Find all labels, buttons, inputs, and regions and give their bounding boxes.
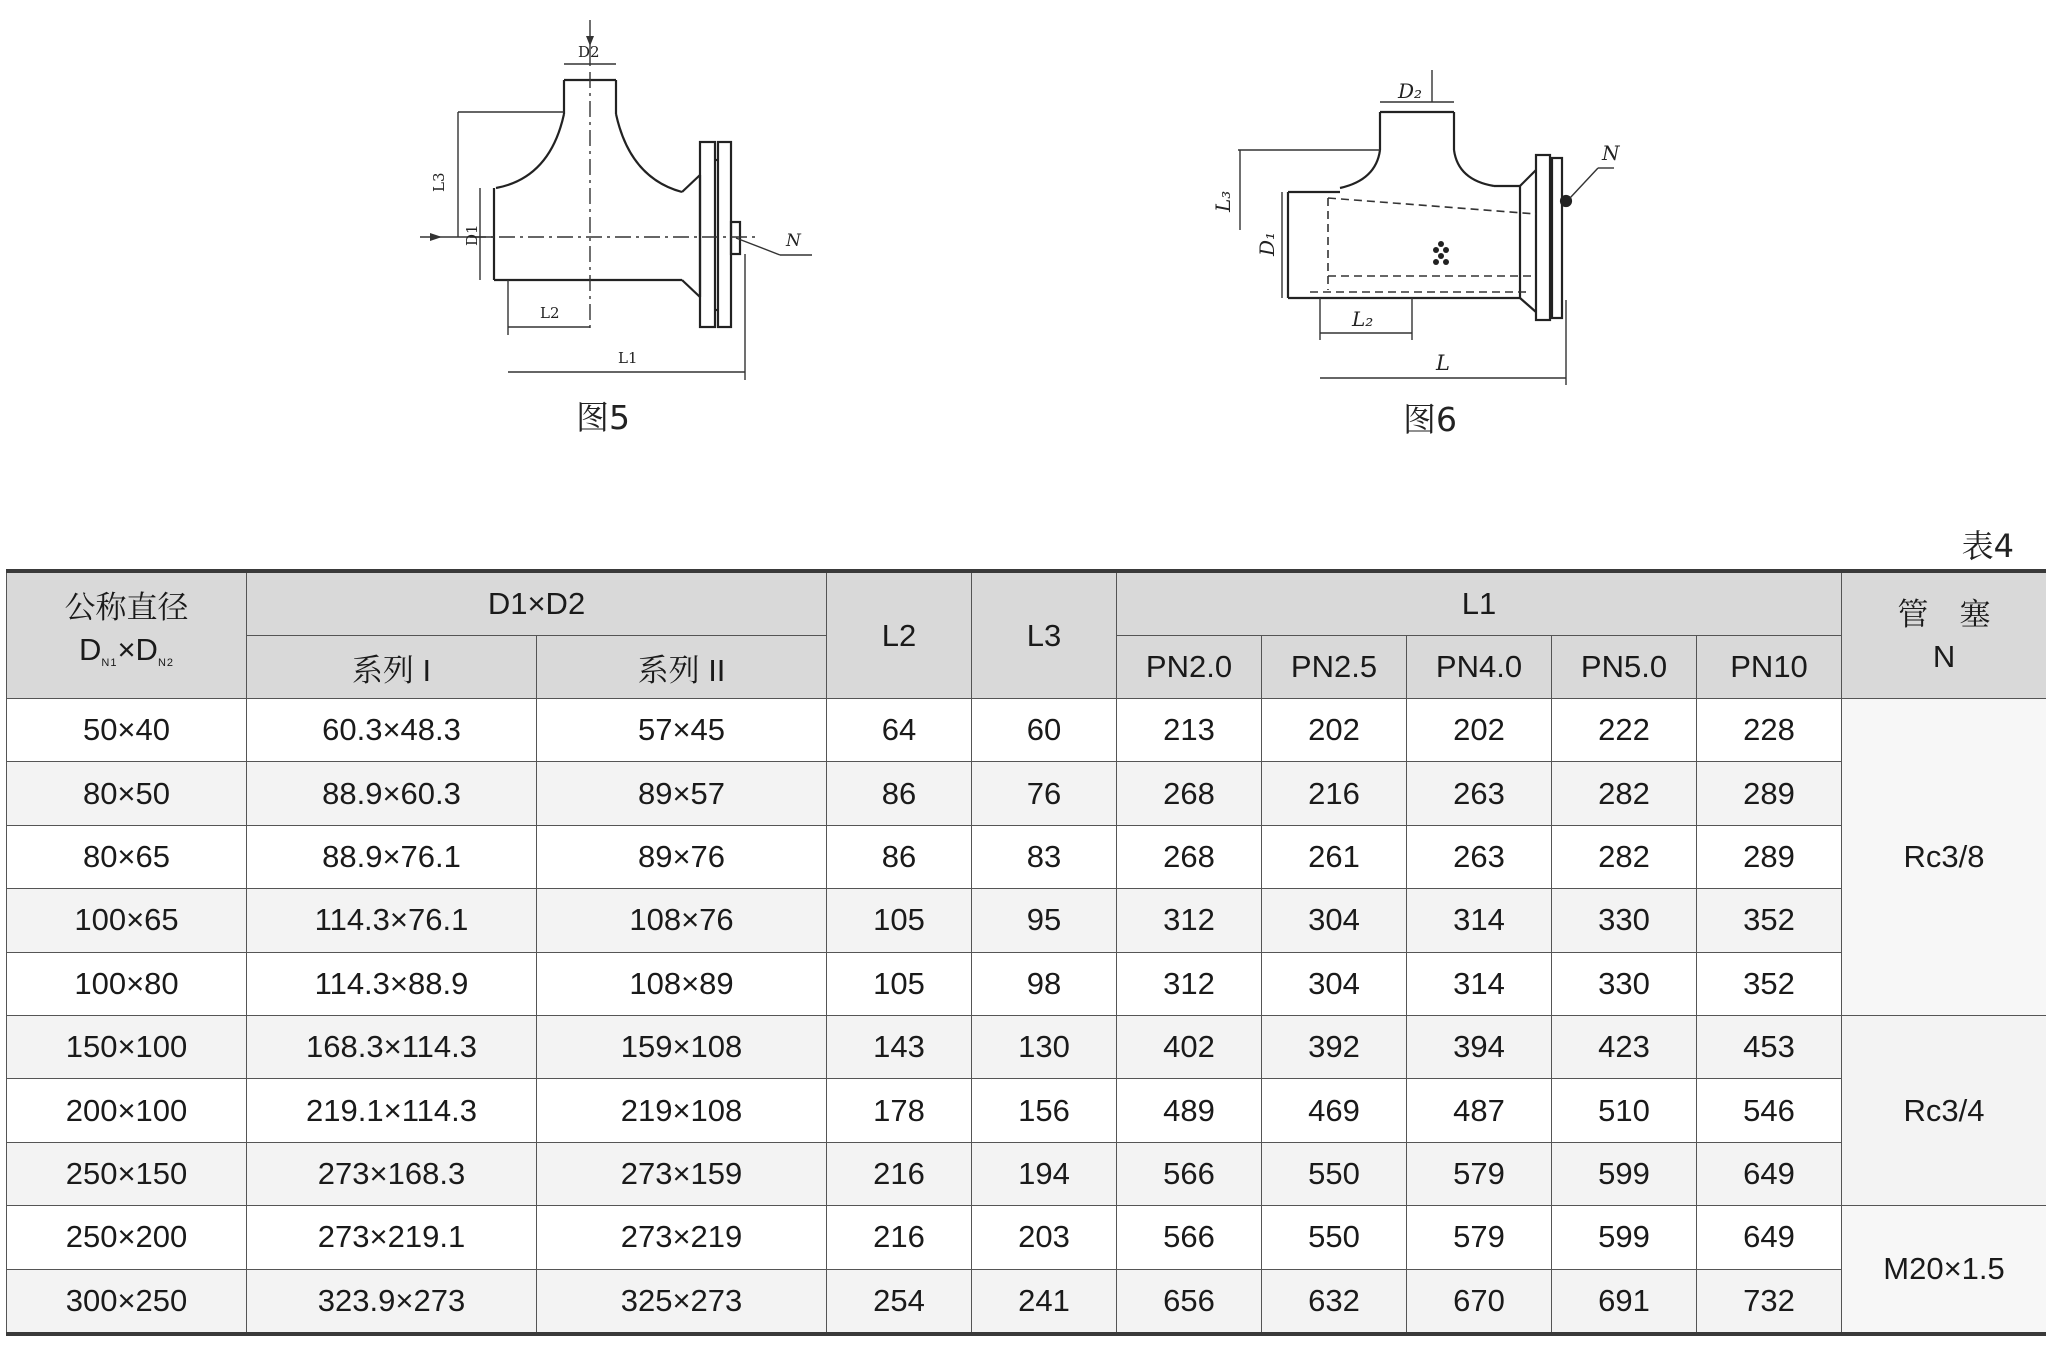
cell-pn40: 202	[1407, 699, 1552, 762]
cell-series1: 88.9×76.1	[247, 825, 537, 888]
figure-5-label-l3: L3	[430, 172, 448, 192]
header-nominal-d: D	[78, 632, 102, 667]
table-row	[7, 825, 2046, 888]
figure-6	[1200, 0, 1660, 439]
cell-pn20: 213	[1117, 699, 1262, 762]
table-row	[7, 1079, 2046, 1142]
cell-pn10: 546	[1697, 1079, 1842, 1142]
table-row	[7, 889, 2046, 952]
cell-series2: 219×108	[537, 1079, 827, 1142]
cell-series2: 159×108	[537, 1015, 827, 1078]
cell-series1: 60.3×48.3	[247, 699, 537, 762]
cell-series2: 108×89	[537, 952, 827, 1015]
cell-pn50: 282	[1552, 825, 1697, 888]
header-l3: L3	[972, 571, 1117, 699]
cell-dn: 50×40	[7, 699, 247, 762]
table-row	[7, 952, 2046, 1015]
cell-dn: 100×80	[7, 952, 247, 1015]
cell-pn50: 599	[1552, 1142, 1697, 1205]
cell-pn40: 314	[1407, 889, 1552, 952]
cell-pn50: 222	[1552, 699, 1697, 762]
cell-plug: M20×1.5	[1842, 1206, 2046, 1334]
cell-pn50: 423	[1552, 1015, 1697, 1078]
cell-l2: 86	[827, 825, 972, 888]
cell-dn: 150×100	[7, 1015, 247, 1078]
cell-series1: 88.9×60.3	[247, 762, 537, 825]
figure-5-label-n: N	[786, 231, 801, 251]
cell-pn20: 656	[1117, 1269, 1262, 1334]
header-l1: L1	[1117, 571, 1842, 636]
cell-pn20: 312	[1117, 952, 1262, 1015]
cell-pn20: 268	[1117, 825, 1262, 888]
cell-pn40: 579	[1407, 1142, 1552, 1205]
cell-series1: 323.9×273	[247, 1269, 537, 1334]
cell-l3: 76	[972, 762, 1117, 825]
cell-pn10: 228	[1697, 699, 1842, 762]
cell-l3: 203	[972, 1206, 1117, 1269]
cell-series1: 168.3×114.3	[247, 1015, 537, 1078]
cell-series2: 108×76	[537, 889, 827, 952]
cell-l3: 194	[972, 1142, 1117, 1205]
cell-pn10: 649	[1697, 1142, 1842, 1205]
cell-pn50: 599	[1552, 1206, 1697, 1269]
cell-pn50: 510	[1552, 1079, 1697, 1142]
cell-pn20: 489	[1117, 1079, 1262, 1142]
header-d1d2: D1×D2	[247, 571, 827, 636]
cell-pn20: 312	[1117, 889, 1262, 952]
table-body	[7, 699, 2046, 1334]
cell-pn40: 487	[1407, 1079, 1552, 1142]
table-row	[7, 1015, 2046, 1078]
cell-l3: 95	[972, 889, 1117, 952]
cell-series1: 114.3×76.1	[247, 889, 537, 952]
cell-pn40: 263	[1407, 762, 1552, 825]
header-series-2: 系列 II	[537, 636, 827, 699]
figure-5-label-d1: D1	[463, 224, 481, 246]
cell-pn10: 732	[1697, 1269, 1842, 1334]
cell-dn: 80×50	[7, 762, 247, 825]
header-pn50: PN5.0	[1552, 636, 1697, 699]
cell-series2: 325×273	[537, 1269, 827, 1334]
header-nominal-line1: 公称直径	[64, 590, 189, 626]
cell-pn25: 550	[1262, 1142, 1407, 1205]
cell-pn25: 304	[1262, 952, 1407, 1015]
table-row	[7, 1206, 2046, 1269]
cell-l3: 83	[972, 825, 1117, 888]
cell-pn10: 289	[1697, 762, 1842, 825]
figure-5-label-l2: L2	[540, 304, 560, 322]
cell-l3: 130	[972, 1015, 1117, 1078]
cell-l3: 156	[972, 1079, 1117, 1142]
cell-pn25: 632	[1262, 1269, 1407, 1334]
cell-pn40: 263	[1407, 825, 1552, 888]
header-nominal-times: ×D	[117, 632, 158, 667]
cell-l2: 216	[827, 1206, 972, 1269]
table-row	[7, 1142, 2046, 1205]
cell-dn: 80×65	[7, 825, 247, 888]
cell-pn50: 691	[1552, 1269, 1697, 1334]
cell-l2: 105	[827, 889, 972, 952]
cell-pn10: 289	[1697, 825, 1842, 888]
cell-series1: 114.3×88.9	[247, 952, 537, 1015]
cell-series1: 273×168.3	[247, 1142, 537, 1205]
spec-table	[6, 569, 2046, 1336]
cell-series2: 273×219	[537, 1206, 827, 1269]
cell-pn20: 268	[1117, 762, 1262, 825]
figure-6-label-d2: D₂	[1398, 79, 1423, 103]
header-pn20: PN2.0	[1117, 636, 1262, 699]
cell-pn10: 352	[1697, 889, 1842, 952]
figure-5-caption: 图5	[576, 398, 630, 437]
table-row	[7, 762, 2046, 825]
cell-l2: 178	[827, 1079, 972, 1142]
cell-pn10: 453	[1697, 1015, 1842, 1078]
cell-pn10: 352	[1697, 952, 1842, 1015]
cell-pn20: 402	[1117, 1015, 1262, 1078]
cell-l2: 86	[827, 762, 972, 825]
cell-pn40: 314	[1407, 952, 1552, 1015]
cell-pn50: 330	[1552, 889, 1697, 952]
figure-6-label-l2: L₂	[1352, 307, 1374, 331]
cell-pn40: 579	[1407, 1206, 1552, 1269]
header-plug-line1: 管 塞	[1897, 596, 1991, 633]
table-row	[7, 699, 2046, 762]
cell-series2: 273×159	[537, 1142, 827, 1205]
header-pn40: PN4.0	[1407, 636, 1552, 699]
figure-6-caption: 图6	[1403, 400, 1457, 439]
cell-series2: 89×76	[537, 825, 827, 888]
cell-pn25: 216	[1262, 762, 1407, 825]
figure-5-label-d2: D2	[578, 43, 600, 61]
cell-l2: 254	[827, 1269, 972, 1334]
cell-plug: Rc3/8	[1842, 699, 2046, 1016]
cell-l2: 216	[827, 1142, 972, 1205]
cell-dn: 250×200	[7, 1206, 247, 1269]
cell-pn25: 261	[1262, 825, 1407, 888]
cell-series1: 273×219.1	[247, 1206, 537, 1269]
cell-pn10: 649	[1697, 1206, 1842, 1269]
cell-pn50: 282	[1552, 762, 1697, 825]
figure-6-label-l: L	[1436, 351, 1450, 375]
cell-pn25: 469	[1262, 1079, 1407, 1142]
cell-l2: 143	[827, 1015, 972, 1078]
figure-6-label-n: N	[1602, 141, 1620, 165]
figure-5-drawing	[400, 0, 840, 390]
cell-dn: 250×150	[7, 1142, 247, 1205]
cell-l2: 105	[827, 952, 972, 1015]
cell-plug: Rc3/4	[1842, 1015, 2046, 1205]
header-nominal-sub2: N2	[157, 657, 174, 669]
cell-series2: 57×45	[537, 699, 827, 762]
figure-5	[400, 0, 840, 437]
figure-6-label-d1: D₁	[1255, 231, 1279, 256]
header-nominal-sub1: N1	[101, 657, 118, 669]
cell-pn25: 304	[1262, 889, 1407, 952]
cell-pn50: 330	[1552, 952, 1697, 1015]
cell-l2: 64	[827, 699, 972, 762]
cell-dn: 200×100	[7, 1079, 247, 1142]
cell-dn: 300×250	[7, 1269, 247, 1334]
cell-l3: 98	[972, 952, 1117, 1015]
cell-l3: 241	[972, 1269, 1117, 1334]
header-plug-line2: N	[1932, 638, 1956, 674]
cell-l3: 60	[972, 699, 1117, 762]
cell-pn25: 550	[1262, 1206, 1407, 1269]
cell-pn40: 394	[1407, 1015, 1552, 1078]
cell-series2: 89×57	[537, 762, 827, 825]
header-l2: L2	[827, 571, 972, 699]
header-series-1: 系列 I	[247, 636, 537, 699]
header-plug	[1842, 571, 2046, 699]
cell-pn20: 566	[1117, 1142, 1262, 1205]
table-number: 表4	[1961, 527, 2014, 565]
figure-6-drawing	[1200, 0, 1660, 390]
header-nominal-line2	[7, 629, 246, 684]
table-row	[7, 1269, 2046, 1334]
cell-dn: 100×65	[7, 889, 247, 952]
header-pn10: PN10	[1697, 636, 1842, 699]
cell-series1: 219.1×114.3	[247, 1079, 537, 1142]
cell-pn40: 670	[1407, 1269, 1552, 1334]
figure-5-label-l1: L1	[618, 349, 638, 367]
cell-pn20: 566	[1117, 1206, 1262, 1269]
cell-pn25: 392	[1262, 1015, 1407, 1078]
header-nominal-diameter	[7, 571, 247, 699]
cell-pn25: 202	[1262, 699, 1407, 762]
figure-6-label-l3: L₃	[1211, 190, 1235, 212]
header-pn25: PN2.5	[1262, 636, 1407, 699]
